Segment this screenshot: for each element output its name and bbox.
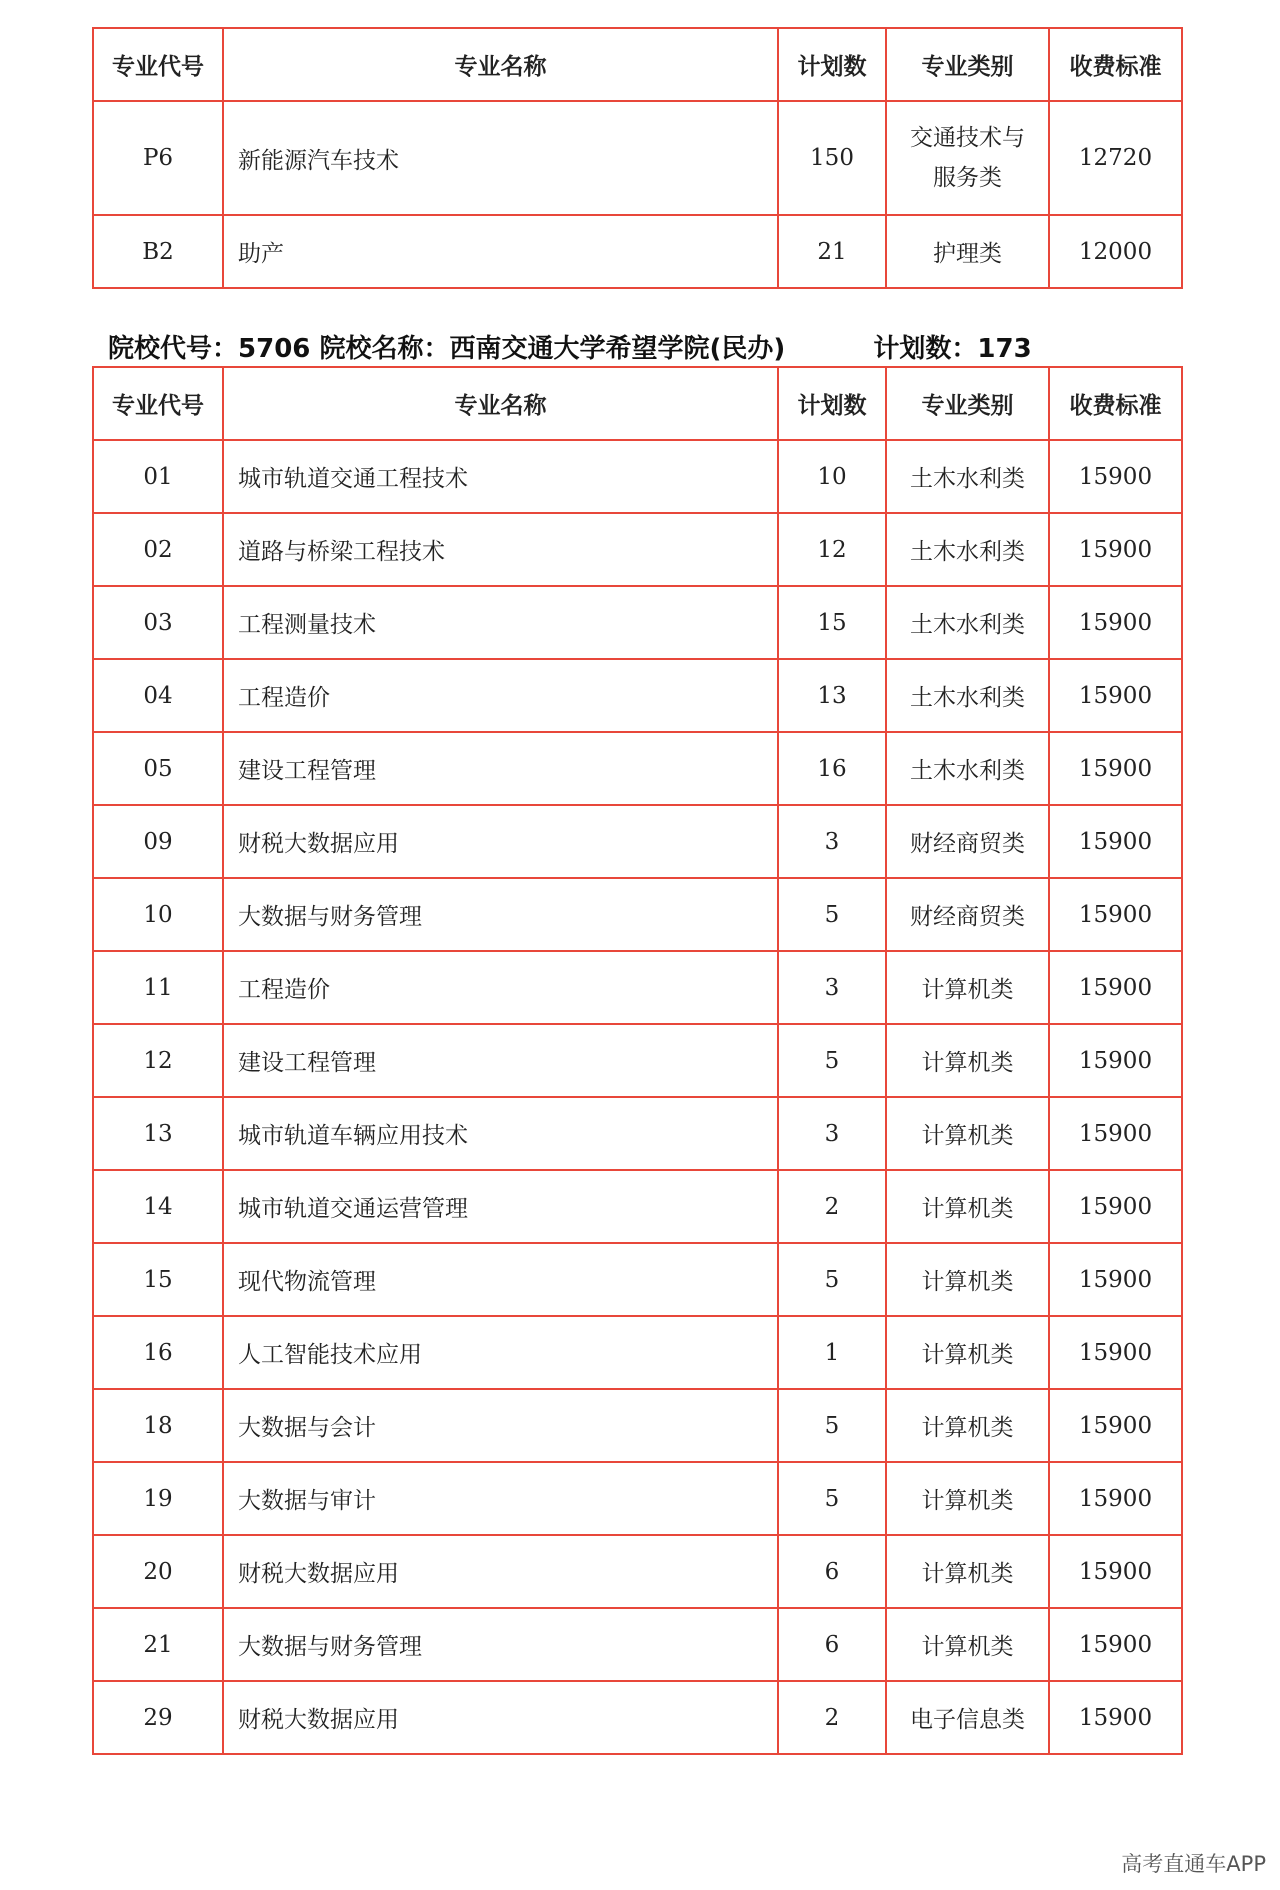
major-category: 计算机类 [886,1170,1049,1243]
major-name: 城市轨道交通运营管理 [223,1170,778,1243]
major-category: 计算机类 [886,1535,1049,1608]
major-name: 建设工程管理 [223,732,778,805]
major-category: 土木水利类 [886,659,1049,732]
table-row [93,659,1182,732]
fee-standard: 15900 [1049,732,1182,805]
plan-count: 5 [778,1462,886,1535]
plan-count: 2 [778,1170,886,1243]
table-row [93,732,1182,805]
major-name: 财税大数据应用 [223,805,778,878]
table-row [93,878,1182,951]
major-name: 工程造价 [223,951,778,1024]
header-major-code: 专业代号 [93,28,223,101]
major-code: 13 [93,1097,223,1170]
fee-standard: 15900 [1049,1681,1182,1754]
major-code: 04 [93,659,223,732]
plan-count: 3 [778,805,886,878]
plan-count: 10 [778,440,886,513]
header-fee-standard: 收费标准 [1049,28,1182,101]
fee-standard: 15900 [1049,1316,1182,1389]
table-row [93,440,1182,513]
major-category: 电子信息类 [886,1681,1049,1754]
major-code: 21 [93,1608,223,1681]
plan-count: 2 [778,1681,886,1754]
table-row [93,101,1182,215]
plan-count: 1 [778,1316,886,1389]
table-row [93,1243,1182,1316]
school-info-line [108,328,1032,365]
fee-standard: 12720 [1049,101,1182,215]
major-code: 11 [93,951,223,1024]
major-table-school-5706 [92,366,1183,1755]
table-row [93,1389,1182,1462]
major-category: 财经商贸类 [886,878,1049,951]
fee-standard: 15900 [1049,659,1182,732]
major-name: 现代物流管理 [223,1243,778,1316]
major-name: 大数据与财务管理 [223,1608,778,1681]
major-category: 计算机类 [886,1389,1049,1462]
plan-count: 5 [778,878,886,951]
fee-standard: 15900 [1049,513,1182,586]
table-row [93,215,1182,288]
plan-count: 13 [778,659,886,732]
major-name: 工程造价 [223,659,778,732]
fee-standard: 15900 [1049,1243,1182,1316]
major-name: 建设工程管理 [223,1024,778,1097]
app-watermark: 高考直通车APP [1121,1852,1266,1876]
major-category: 土木水利类 [886,586,1049,659]
major-category: 土木水利类 [886,732,1049,805]
major-category: 财经商贸类 [886,805,1049,878]
header-major-name: 专业名称 [223,367,778,440]
table-row [93,1097,1182,1170]
major-category: 计算机类 [886,1243,1049,1316]
major-category: 计算机类 [886,951,1049,1024]
header-major-category: 专业类别 [886,28,1049,101]
major-category: 计算机类 [886,1097,1049,1170]
plan-count: 5 [778,1024,886,1097]
table-row [93,1681,1182,1754]
major-code: 01 [93,440,223,513]
major-code: 03 [93,586,223,659]
major-code: 20 [93,1535,223,1608]
major-code: 15 [93,1243,223,1316]
plan-count: 3 [778,1097,886,1170]
major-code: 19 [93,1462,223,1535]
major-category: 计算机类 [886,1316,1049,1389]
plan-count: 6 [778,1608,886,1681]
fee-standard: 15900 [1049,1535,1182,1608]
major-code: B2 [93,215,223,288]
header-major-category: 专业类别 [886,367,1049,440]
table-header-row [93,367,1182,440]
fee-standard: 15900 [1049,1462,1182,1535]
table-header-row [93,28,1182,101]
plan-count: 150 [778,101,886,215]
major-category: 计算机类 [886,1608,1049,1681]
major-category: 计算机类 [886,1024,1049,1097]
school-name: 西南交通大学希望学院(民办) [449,334,786,364]
table-row [93,1316,1182,1389]
major-name: 助产 [223,215,778,288]
major-code: 29 [93,1681,223,1754]
plan-count: 5 [778,1243,886,1316]
fee-standard: 15900 [1049,586,1182,659]
major-name: 人工智能技术应用 [223,1316,778,1389]
school-code-label: 院校代号： [108,334,239,364]
plan-count: 5 [778,1389,886,1462]
major-category: 交通技术与 服务类 [886,101,1049,215]
major-name: 财税大数据应用 [223,1681,778,1754]
fee-standard: 15900 [1049,1389,1182,1462]
major-code: P6 [93,101,223,215]
school-plan-count: 173 [977,334,1032,364]
plan-count: 3 [778,951,886,1024]
school-name-label: 院校名称： [319,334,450,364]
major-code: 16 [93,1316,223,1389]
fee-standard: 15900 [1049,440,1182,513]
table-row [93,805,1182,878]
header-major-code: 专业代号 [93,367,223,440]
fee-standard: 15900 [1049,805,1182,878]
school-plan-label: 计划数： [873,334,978,364]
major-name: 大数据与审计 [223,1462,778,1535]
major-name: 财税大数据应用 [223,1535,778,1608]
header-fee-standard: 收费标准 [1049,367,1182,440]
header-plan-count: 计划数 [778,28,886,101]
major-name: 道路与桥梁工程技术 [223,513,778,586]
major-category: 护理类 [886,215,1049,288]
major-category: 土木水利类 [886,440,1049,513]
major-code: 05 [93,732,223,805]
major-category: 土木水利类 [886,513,1049,586]
plan-count: 6 [778,1535,886,1608]
school-code: 5706 [238,334,311,364]
fee-standard: 15900 [1049,1170,1182,1243]
major-name: 城市轨道交通工程技术 [223,440,778,513]
major-code: 12 [93,1024,223,1097]
major-code: 14 [93,1170,223,1243]
fee-standard: 15900 [1049,1097,1182,1170]
plan-count: 12 [778,513,886,586]
major-code: 09 [93,805,223,878]
major-name: 城市轨道车辆应用技术 [223,1097,778,1170]
table-row [93,1608,1182,1681]
major-table-previous [92,27,1183,289]
header-major-name: 专业名称 [223,28,778,101]
major-name: 工程测量技术 [223,586,778,659]
plan-count: 21 [778,215,886,288]
plan-count: 16 [778,732,886,805]
fee-standard: 12000 [1049,215,1182,288]
table-row [93,1462,1182,1535]
fee-standard: 15900 [1049,1024,1182,1097]
table-row [93,1170,1182,1243]
fee-standard: 15900 [1049,951,1182,1024]
table-row [93,586,1182,659]
table-row [93,1024,1182,1097]
header-plan-count: 计划数 [778,367,886,440]
major-name: 大数据与财务管理 [223,878,778,951]
fee-standard: 15900 [1049,1608,1182,1681]
major-code: 10 [93,878,223,951]
fee-standard: 15900 [1049,878,1182,951]
major-code: 18 [93,1389,223,1462]
major-name: 新能源汽车技术 [223,101,778,215]
major-name: 大数据与会计 [223,1389,778,1462]
table-row [93,1535,1182,1608]
major-category: 计算机类 [886,1462,1049,1535]
major-code: 02 [93,513,223,586]
table-row [93,951,1182,1024]
table-row [93,513,1182,586]
plan-count: 15 [778,586,886,659]
